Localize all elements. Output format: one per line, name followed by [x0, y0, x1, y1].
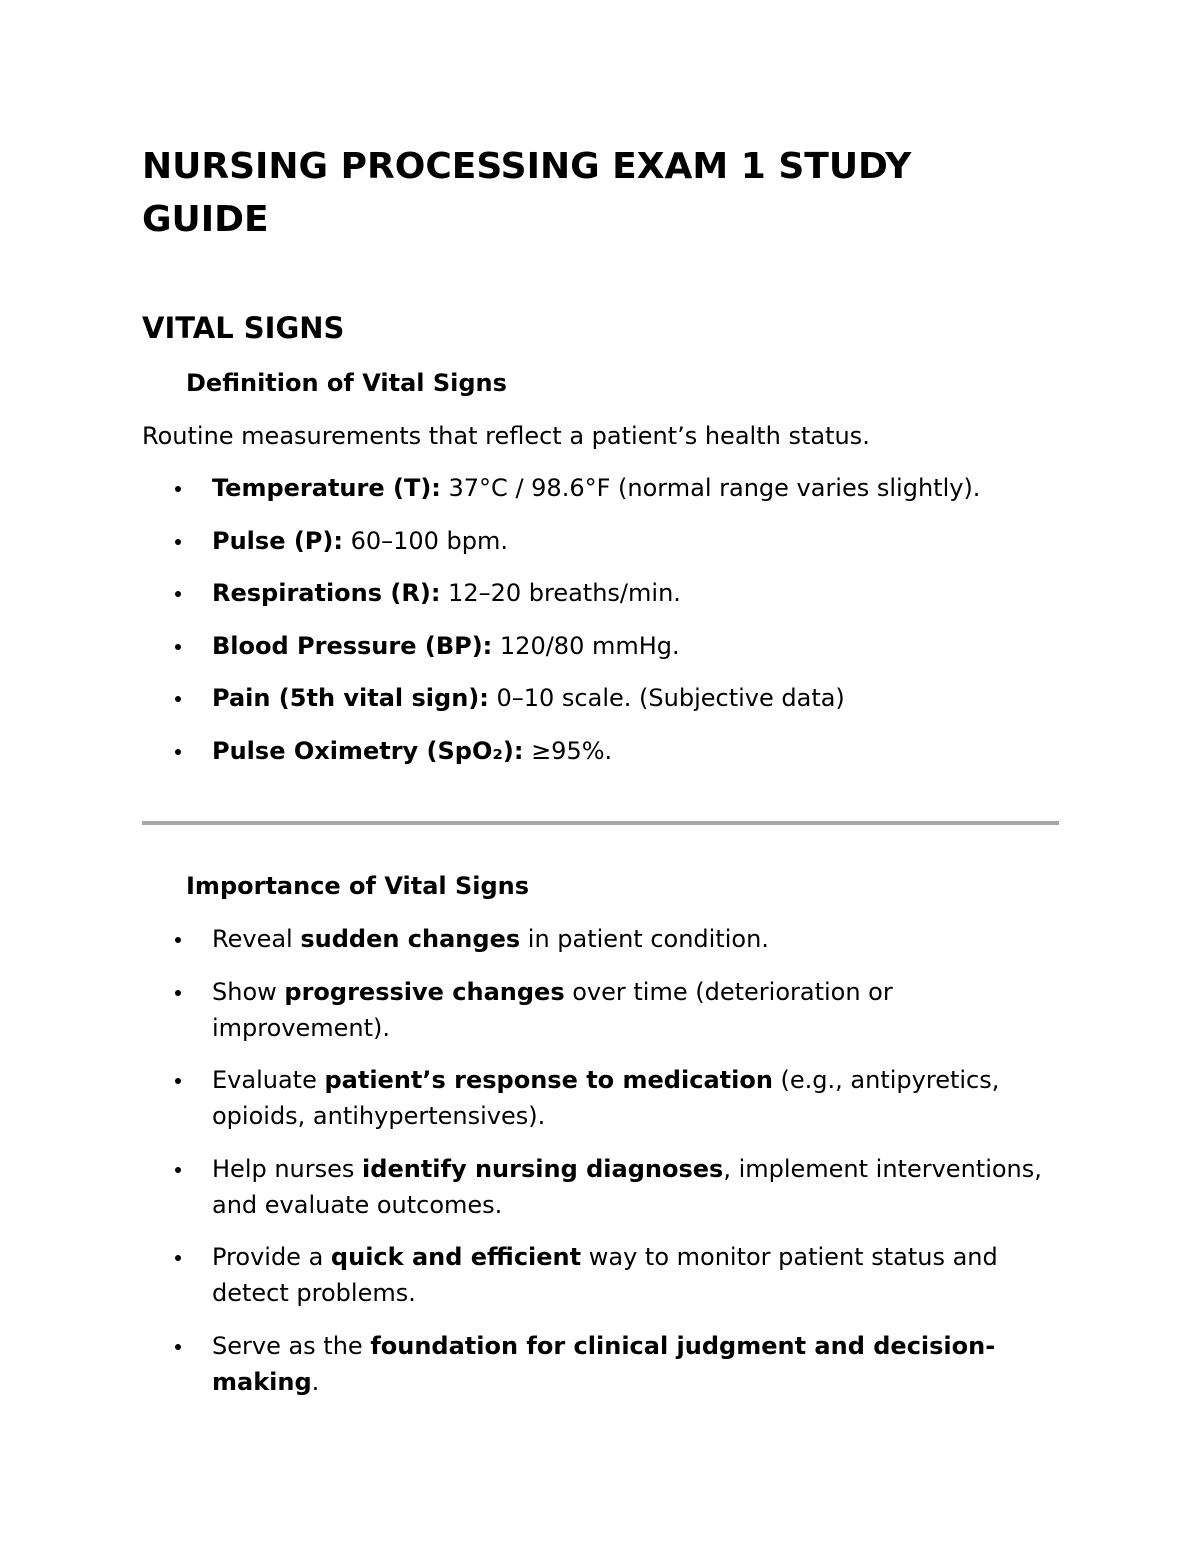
item-text: .: [311, 1367, 320, 1396]
bullet-icon: [175, 1078, 181, 1084]
bullet-icon: [175, 1255, 181, 1261]
item-text: 12–20 breaths/min.: [440, 579, 681, 607]
list-item-pulse: [142, 523, 1058, 559]
item-term: Pain (5th vital sign):: [212, 684, 489, 712]
subheading-importance: Importance of Vital Signs: [186, 872, 530, 900]
item-text: 60–100 bpm.: [342, 526, 509, 555]
bullet-icon: [175, 990, 181, 996]
list-item: [142, 974, 1058, 1046]
bullet-icon: [175, 591, 181, 597]
section-heading-vital-signs: VITAL SIGNS: [142, 311, 345, 345]
item-text: Help nurses: [212, 1154, 363, 1183]
item-text: over time (deterioration or improvement).: [212, 977, 893, 1042]
item-text: , implement interventions, and evaluate outcomes.: [212, 1154, 1042, 1219]
subheading-definition: Definition of Vital Signs: [186, 369, 507, 397]
item-emphasis: patient’s response to medication: [324, 1066, 773, 1094]
item-term: Respirations (R):: [212, 579, 441, 607]
list-item: [142, 1151, 1058, 1223]
item-emphasis: foundation for clinical judgment and decision-making: [212, 1331, 996, 1396]
item-emphasis: progressive changes: [284, 977, 565, 1006]
item-term: Temperature (T):: [212, 474, 441, 502]
item-text: Evaluate: [212, 1066, 325, 1094]
bullet-icon: [175, 749, 181, 755]
list-item: [142, 1239, 1058, 1311]
item-text: 120/80 mmHg.: [492, 631, 680, 660]
bullet-icon: [175, 486, 181, 492]
item-term: Pulse Oximetry (SpO₂):: [212, 736, 524, 765]
item-text: (e.g., antipyretics, opioids, antihypertensives).: [212, 1066, 1000, 1130]
list-item: [142, 921, 1058, 957]
bullet-icon: [175, 937, 181, 943]
item-text: ≥95%.: [523, 736, 613, 765]
importance-list: [142, 921, 1058, 1416]
list-item-temperature: [142, 470, 1058, 506]
horizontal-divider: [142, 821, 1059, 825]
item-text: Show: [212, 977, 285, 1006]
item-emphasis: identify nursing diagnoses: [362, 1154, 724, 1183]
list-item-blood-pressure: [142, 628, 1058, 664]
list-item: [142, 1062, 1058, 1134]
item-term: Blood Pressure (BP):: [212, 631, 493, 660]
item-term: Pulse (P):: [212, 526, 343, 555]
bullet-icon: [175, 539, 181, 545]
list-item-pain: [142, 680, 1058, 716]
item-text: Serve as the: [212, 1331, 371, 1360]
definition-intro: Routine measurements that reflect a patient’s health status.: [142, 422, 870, 450]
bullet-icon: [175, 644, 181, 650]
item-text: 37°C / 98.6°F (normal range varies slightly).: [440, 474, 981, 502]
item-text: in patient condition.: [520, 925, 769, 953]
list-item: [142, 1328, 1058, 1400]
item-text: Provide a: [212, 1243, 331, 1271]
list-item-respirations: [142, 575, 1058, 611]
bullet-icon: [175, 1167, 181, 1173]
item-emphasis: quick and efficient: [330, 1243, 582, 1271]
bullet-icon: [175, 1344, 181, 1350]
item-text: way to monitor patient status and detect problems.: [212, 1243, 998, 1307]
item-text: 0–10 scale. (Subjective data): [488, 684, 845, 712]
item-emphasis: sudden changes: [300, 925, 521, 953]
definition-list: [142, 470, 1058, 785]
list-item-pulse-oximetry: [142, 733, 1058, 769]
document-title: NURSING PROCESSING EXAM 1 STUDY GUIDE: [142, 146, 912, 240]
bullet-icon: [175, 696, 181, 702]
item-text: Reveal: [212, 925, 301, 953]
